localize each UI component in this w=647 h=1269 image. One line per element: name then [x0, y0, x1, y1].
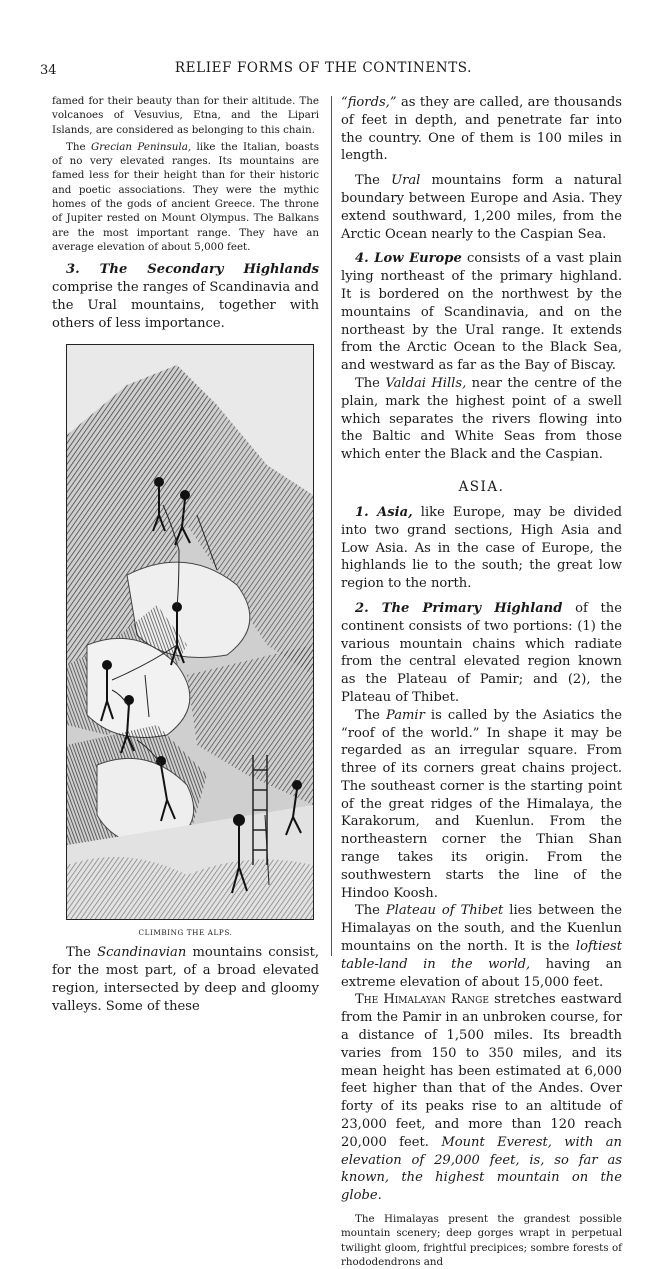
section-title-asia: ASIA. [458, 478, 505, 495]
right-paragraph-7: The Pamir is called by the Asiatics the “roof of the world.” In shape it may be regarded as an irregular square. From three of its corners great chains project. The southeast corner is the starting point of the great ridges of the Himalaya, the Karakorum, and Kuenlun. From the northeastern corner the Thian Shan range takes its origin. From the southwestern starts the line of the Hindoo Koosh. [341, 707, 623, 901]
right-paragraph-1: “fiords,” as they are called, are thousands of feet in depth, and penetrate far into the country. One of them is 100 miles in length. [341, 95, 622, 164]
left-paragraph-1: famed for their beauty than for their altitude. The volcanoes of Vesuvius, Etna, and the Lipari Islands, are considered as belonging to this chain. [52, 95, 319, 136]
section-heading-primary-highland: 2. The Primary Highland [355, 600, 563, 616]
column-rule [331, 96, 332, 956]
right-column [341, 94, 622, 1269]
right-paragraph-2: The Ural mountains form a natural boundary between Europe and Asia. They extend southward, 1,200 miles, from the Arctic Ocean nearly to the Caspian Sea. [341, 173, 622, 242]
right-paragraph-6: 2. The Primary Highland of the continent consists of two portions: (1) the various mountain chains which radiate from the central elevated region known as the Plateau of Pamir; and (2), the Plateau of Thibet. [341, 600, 622, 705]
right-paragraph-10: The Himalayas present the grandest possible mountain scenery; deep gorges wrapt in perpetual twilight gloom, frightful precipices; sombre forests of rhododendrons and [341, 1213, 622, 1268]
right-paragraph-9: The Himalayan Range stretches eastward from the Pamir in an unbroken course, for a distance of 1,500 miles. Its breadth varies from 150 to 350 miles, and its mean height has been estimated at 6,000 feet higher than that of the Andes. Over forty of its peaks rise to an altitude of 23,000 feet, and more than 120 reach 20,000 feet. Mount Everest, with an elevation of 29,000 feet, is, so far as known, the highest mountain on the globe. [341, 992, 622, 1204]
left-paragraph-4: The Scandinavian mountains consist, for the most part, of a broad elevated region, intersected by deep and gloomy valleys. Some of these [52, 945, 319, 1014]
climbing-the-alps-engraving [66, 344, 314, 920]
right-paragraph-3: 4. Low Europe consists of a vast plain lying northeast of the primary highland. It is bordered on the northwest by the mountains of Scandinavia, and on the northeast by the Ural range. It extends from the Arctic Ocean to the Black Sea, and westward as far as the Bay of Biscay. [341, 251, 622, 374]
running-head: RELIEF FORMS OF THE CONTINENTS. [174, 60, 473, 76]
right-paragraph-4: The Valdai Hills, near the centre of the plain, mark the highest point of a swell which separates the rivers flowing into the Baltic and White Seas from those which enter the Black and the Caspian. [341, 375, 622, 463]
left-column [52, 94, 319, 1016]
left-paragraph-3: 3. The Secondary Highlands comprise the ranges of Scandinavia and the Ural mountains, together with others of less importance. [52, 262, 319, 331]
page-number: 34 [40, 63, 57, 78]
right-paragraph-5: 1. Asia, like Europe, may be divided into two grand sections, High Asia and Low Asia. As in the case of Europe, the highlands lie to the south; the great low region to the north. [341, 504, 622, 592]
left-paragraph-2: The Grecian Peninsula, like the Italian, boasts of no very elevated ranges. Its mountains are famed less for their height than for their historic and poetic associations. They were the mythic homes of the gods of ancient Greece. The throne of Jupiter rested on Mount Olympus. The Balkans are the most important range. They have an average elevation of about 5,000 feet. [52, 140, 319, 253]
section-heading-asia: 1. Asia, [355, 504, 413, 520]
figure-caption: CLIMBING THE ALPS. [138, 928, 233, 938]
section-heading-low-europe: 4. Low Europe [355, 251, 462, 267]
right-paragraph-8: The Plateau of Thibet lies between the Himalayas on the south, and the Kuenlun mountains on the north. It is the loftiest table-land in the world, having an extreme elevation of about 15,000 feet. [341, 903, 623, 990]
section-heading-secondary-highlands: 3. The Secondary Highlands [66, 262, 319, 278]
